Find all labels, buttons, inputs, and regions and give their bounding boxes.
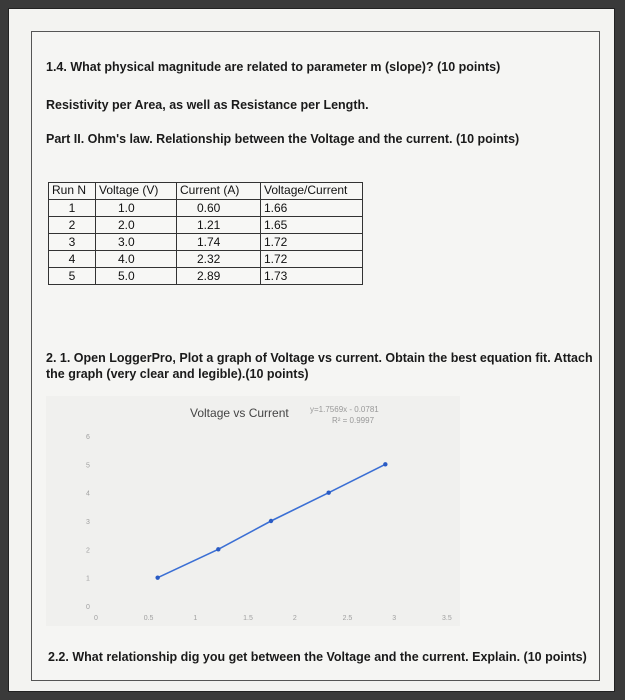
fit-r2: R² = 0.9997 [332, 416, 375, 425]
cell-voltage: 1.0 [96, 200, 177, 217]
x-tick-label: 2.5 [342, 615, 353, 622]
table-row [49, 217, 363, 234]
axis-ticks [86, 434, 452, 622]
cell-ratio: 1.66 [261, 200, 363, 217]
cell-current: 1.21 [177, 217, 261, 234]
part-2-heading: Part II. Ohm's law. Relationship between the Voltage and the current. (10 points) [46, 132, 520, 146]
cell-voltage: 3.0 [96, 234, 177, 251]
cell-run: 5 [49, 268, 96, 285]
data-table [48, 182, 363, 285]
table-header-row [49, 183, 363, 200]
cell-voltage: 4.0 [96, 251, 177, 268]
header-ratio: Voltage/Current [261, 183, 363, 200]
x-tick-label: 1.5 [243, 615, 253, 622]
chart-svg [46, 396, 460, 626]
cell-ratio: 1.65 [261, 217, 363, 234]
data-point [269, 519, 273, 523]
table-body [49, 200, 363, 285]
table-row [49, 234, 363, 251]
cell-run: 2 [49, 217, 96, 234]
cell-run: 3 [49, 234, 96, 251]
cell-run: 1 [49, 200, 96, 217]
chart [46, 396, 460, 626]
y-tick-label: 2 [86, 547, 90, 555]
cell-run: 4 [49, 251, 96, 268]
document-page [8, 8, 615, 692]
cell-current: 2.32 [177, 251, 261, 268]
worksheet-frame [31, 31, 600, 681]
data-point [383, 462, 387, 466]
table-row [49, 268, 363, 285]
y-tick-label: 4 [86, 490, 90, 498]
cell-ratio: 1.72 [261, 234, 363, 251]
y-tick-label: 5 [86, 462, 90, 470]
y-tick-label: 0 [86, 604, 90, 611]
table-row [49, 251, 363, 268]
x-tick-label: 3 [392, 615, 397, 622]
cell-current: 2.89 [177, 268, 261, 285]
question-2-2: 2.2. What relationship dig you get between the Voltage and the current. Explain. (10 points) [48, 650, 587, 664]
x-tick-label: 2 [292, 615, 297, 622]
cell-current: 1.74 [177, 234, 261, 251]
x-tick-label: 0.5 [143, 615, 154, 622]
fit-equation: y=1.7569x - 0.0781 [310, 405, 379, 414]
chart-title: Voltage vs Current [190, 406, 289, 420]
header-current: Current (A) [177, 183, 261, 200]
header-run: Run N [49, 183, 96, 200]
x-tick-label: 1 [193, 615, 198, 622]
cell-voltage: 2.0 [96, 217, 177, 234]
x-tick-label: 0 [94, 615, 98, 622]
chart-marks [155, 462, 387, 580]
header-voltage: Voltage (V) [96, 183, 177, 200]
y-tick-label: 3 [86, 519, 90, 526]
data-point [216, 547, 220, 551]
data-point [155, 575, 159, 579]
y-tick-label: 1 [86, 575, 90, 583]
y-tick-label: 6 [86, 434, 90, 441]
cell-current: 0.60 [177, 200, 261, 217]
x-tick-label: 3.5 [442, 615, 452, 622]
data-point [326, 490, 330, 494]
question-2-1: 2. 1. Open LoggerPro, Plot a graph of Voltage vs current. Obtain the best equation fit. Attach the graph (very clear and legible).(10 points) [46, 351, 593, 381]
cell-voltage: 5.0 [96, 268, 177, 285]
table-row [49, 200, 363, 217]
answer-1-4: Resistivity per Area, as well as Resistance per Length. [46, 98, 369, 112]
question-1-4: 1.4. What physical magnitude are related to parameter m (slope)? (10 points) [46, 60, 501, 74]
cell-ratio: 1.72 [261, 251, 363, 268]
cell-ratio: 1.73 [261, 268, 363, 285]
